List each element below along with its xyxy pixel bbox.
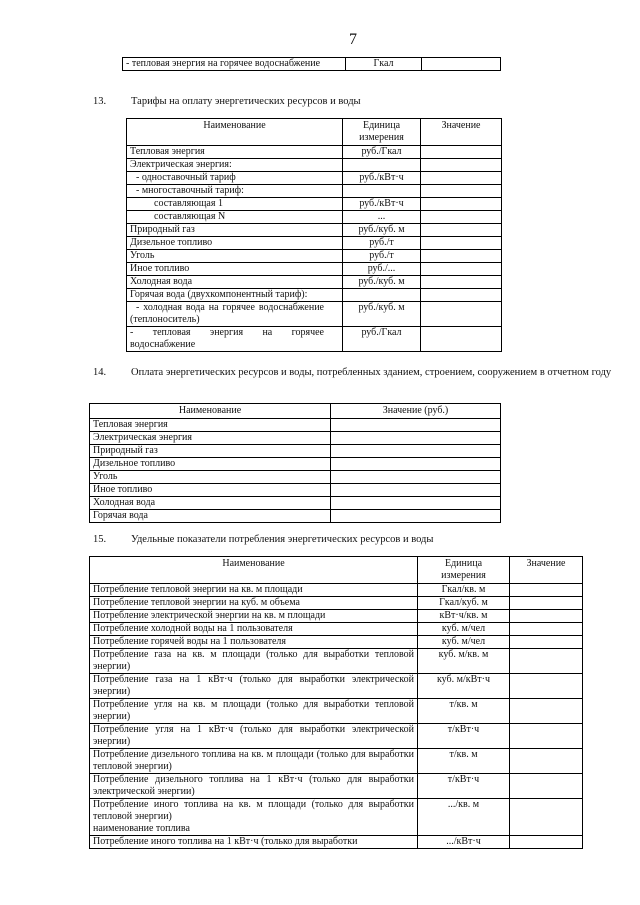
cell-unit: руб./куб. м [343, 276, 421, 289]
header-value: Значение (руб.) [331, 404, 501, 419]
cell-name [90, 445, 331, 458]
table-row [127, 327, 502, 352]
cell-name [90, 484, 331, 497]
cell-unit: куб. м/кВт·ч [418, 674, 510, 699]
cell-value [421, 289, 502, 302]
cell-name-text: Горячая вода (двухкомпонентный тариф): [130, 289, 308, 300]
cell-name [90, 774, 418, 799]
cell-value [421, 276, 502, 289]
cell-name [90, 610, 418, 623]
table-row [127, 159, 502, 172]
section-13-number: 13. [93, 96, 107, 107]
table-row [127, 276, 502, 289]
cell-name [90, 649, 418, 674]
table-row [123, 58, 501, 71]
cell-name [127, 250, 343, 263]
cell-name [90, 836, 418, 849]
continuation-table [122, 57, 501, 71]
cell-value [421, 302, 502, 327]
cell-unit: руб./кВт·ч [343, 172, 421, 185]
cell-note-text: наименование топлива [93, 823, 190, 834]
cell-name [127, 289, 343, 302]
cell-name-text: Холодная вода [130, 276, 193, 287]
cell-name [127, 172, 343, 185]
cell-unit: ... [343, 211, 421, 224]
cell-unit: т/кв. м [418, 699, 510, 724]
cell-value [421, 172, 502, 185]
cell-name-text: Потребление дизельного топлива на кв. м площади (только для выработки тепловой энергии) [93, 749, 414, 772]
cell-name [123, 58, 346, 71]
cell-value [510, 623, 583, 636]
cell-name-text: Потребление угля на кв. м площади (только для выработки тепловой энергии) [93, 699, 414, 722]
cell-name-text: Потребление дизельного топлива на 1 кВт·ч (только для выработки электрической энергии) [93, 774, 414, 797]
cell-name [127, 263, 343, 276]
table-row [90, 484, 501, 497]
cell-value [421, 211, 502, 224]
cell-unit [343, 185, 421, 198]
cell-name-text: Потребление горячей воды на 1 пользователя [93, 636, 286, 647]
cell-value [331, 419, 501, 432]
cell-value [510, 724, 583, 749]
table-row [90, 445, 501, 458]
cell-name-text: Уголь [93, 471, 118, 482]
cell-name [127, 185, 343, 198]
cell-value [510, 674, 583, 699]
cell-name-text: составляющая N [154, 211, 226, 222]
table-row [127, 237, 502, 250]
section-14-title: Оплата энергетических ресурсов и воды, потребленных зданием, строением, сооружением в отчетном году [131, 367, 612, 378]
cell-name-text: - тепловая энергия на горячее водоснабжение [126, 58, 321, 69]
cell-unit: т/кВт·ч [418, 774, 510, 799]
table-row [127, 198, 502, 211]
cell-name-text: Тепловая энергия [93, 419, 168, 430]
table-row [90, 458, 501, 471]
cell-value [331, 484, 501, 497]
table-row [127, 146, 502, 159]
cell-name-text: Природный газ [130, 224, 195, 235]
cell-name [127, 198, 343, 211]
table-header-row [90, 557, 583, 584]
cell-value [510, 774, 583, 799]
cell-name [90, 432, 331, 445]
cell-name-text: Электрическая энергия [93, 432, 193, 443]
cell-unit: кВт·ч/кв. м [418, 610, 510, 623]
cell-value [331, 471, 501, 484]
cell-name [127, 211, 343, 224]
cell-name [90, 419, 331, 432]
cell-unit: руб./... [343, 263, 421, 276]
header-name: Наименование [90, 557, 418, 584]
cell-value [421, 237, 502, 250]
cell-value [510, 610, 583, 623]
section-14-number: 14. [93, 367, 107, 378]
cell-unit: Гкал/кв. м [418, 584, 510, 597]
cell-value [510, 584, 583, 597]
header-name: Наименование [90, 404, 331, 419]
cell-value [510, 597, 583, 610]
table-row [90, 724, 583, 749]
cell-value [421, 224, 502, 237]
cell-unit [343, 289, 421, 302]
cell-unit: т/кв. м [418, 749, 510, 774]
table-row [90, 749, 583, 774]
cell-name [90, 584, 418, 597]
cell-name-text: - тепловая энергия на горячее водоснабжение [130, 327, 324, 350]
cell-value [331, 510, 501, 523]
cell-name-text: Потребление тепловой энергии на кв. м площади [93, 584, 303, 595]
cell-value [331, 432, 501, 445]
table-row [90, 649, 583, 674]
cell-name [90, 458, 331, 471]
cell-unit: руб./т [343, 237, 421, 250]
section-15-title: Удельные показатели потребления энергетических ресурсов и воды [131, 534, 434, 545]
cell-unit: руб./кВт·ч [343, 198, 421, 211]
cell-value [422, 58, 501, 71]
cell-name-text: Иное топливо [130, 263, 190, 274]
cell-name [90, 636, 418, 649]
table-row [90, 699, 583, 724]
cell-value [510, 636, 583, 649]
cell-name-text: Потребление иного топлива на кв. м площади (только для выработки тепловой энергии) [93, 799, 414, 822]
cell-unit: .../кв. м [418, 799, 510, 836]
cell-name [90, 724, 418, 749]
cell-value [510, 749, 583, 774]
cell-name [90, 497, 331, 510]
cell-value [421, 198, 502, 211]
cell-unit: руб./Гкал [343, 146, 421, 159]
table-header-row [127, 119, 502, 146]
table-row [90, 774, 583, 799]
cell-unit: куб. м/чел [418, 636, 510, 649]
cell-name-text: Горячая вода [93, 510, 148, 521]
cell-unit: руб./Гкал [343, 327, 421, 352]
table-row [90, 623, 583, 636]
tariffs-table [126, 118, 502, 352]
table-row [90, 636, 583, 649]
cell-value [510, 699, 583, 724]
cell-unit [343, 159, 421, 172]
cell-value [331, 445, 501, 458]
cell-name [127, 159, 343, 172]
cell-name [127, 302, 343, 327]
cell-name-text: Потребление иного топлива на 1 кВт·ч (только для выработки [93, 836, 358, 847]
cell-unit: руб./куб. м [343, 302, 421, 327]
cell-name-text: Природный газ [93, 445, 158, 456]
payments-table [89, 403, 501, 523]
cell-value [510, 836, 583, 849]
cell-name-text: Холодная вода [93, 497, 156, 508]
table-row [90, 471, 501, 484]
header-value: Значение [510, 557, 583, 584]
table-row [127, 289, 502, 302]
cell-name-text: Уголь [130, 250, 155, 261]
cell-name-text: Потребление холодной воды на 1 пользователя [93, 623, 293, 634]
cell-name [90, 597, 418, 610]
cell-name [127, 327, 343, 352]
table-row [127, 302, 502, 327]
page-number: 7 [349, 31, 357, 48]
cell-unit: куб. м/чел [418, 623, 510, 636]
cell-value [421, 327, 502, 352]
cell-value [510, 649, 583, 674]
table-row [90, 497, 501, 510]
cell-unit: .../кВт·ч [418, 836, 510, 849]
cell-name [90, 674, 418, 699]
cell-name [90, 471, 331, 484]
table-row [90, 432, 501, 445]
table-row [127, 211, 502, 224]
cell-unit: руб./т [343, 250, 421, 263]
cell-name [127, 276, 343, 289]
header-value: Значение [421, 119, 502, 146]
cell-name [90, 623, 418, 636]
cell-name [90, 510, 331, 523]
table-header-row [90, 404, 501, 419]
section-13-title: Тарифы на оплату энергетических ресурсов и воды [131, 96, 361, 107]
cell-name-text: Дизельное топливо [93, 458, 176, 469]
table-row [127, 250, 502, 263]
table-row [90, 584, 583, 597]
cell-name [90, 799, 418, 836]
cell-value [421, 250, 502, 263]
cell-name-text: - многоставочный тариф: [136, 185, 244, 196]
cell-unit: Гкал [346, 58, 422, 71]
cell-name-text: Потребление газа на кв. м площади (только для выработки тепловой энергии) [93, 649, 414, 672]
cell-name-text: Потребление тепловой энергии на куб. м объема [93, 597, 300, 608]
cell-name-text: Тепловая энергия [130, 146, 205, 157]
header-unit [418, 557, 510, 584]
cell-name-text: Потребление электрической энергии на кв. м площади [93, 610, 326, 621]
specific-consumption-table [89, 556, 583, 849]
table-row [127, 224, 502, 237]
cell-unit: руб./куб. м [343, 224, 421, 237]
cell-name [127, 224, 343, 237]
section-15-number: 15. [93, 534, 107, 545]
cell-name-text: Иное топливо [93, 484, 153, 495]
table-row [90, 597, 583, 610]
cell-name [90, 699, 418, 724]
header-unit-label: Единица измерения [441, 558, 486, 581]
cell-value [331, 497, 501, 510]
cell-unit: куб. м/кв. м [418, 649, 510, 674]
table-row [127, 185, 502, 198]
cell-name [127, 146, 343, 159]
cell-value [421, 159, 502, 172]
cell-name-text: - холодная вода на горячее водоснабжение (теплоноситель) [130, 302, 324, 325]
header-unit [343, 119, 421, 146]
table-row [90, 510, 501, 523]
cell-value [421, 263, 502, 276]
header-name: Наименование [127, 119, 343, 146]
cell-name-text: Электрическая энергия: [130, 159, 232, 170]
table-row [90, 419, 501, 432]
cell-name-text: Дизельное топливо [130, 237, 213, 248]
cell-unit: т/кВт·ч [418, 724, 510, 749]
cell-name-text: - одноставочный тариф [136, 172, 236, 183]
cell-value [421, 146, 502, 159]
cell-value [510, 799, 583, 836]
table-row [90, 610, 583, 623]
cell-name [90, 749, 418, 774]
table-row [127, 263, 502, 276]
cell-unit: Гкал/куб. м [418, 597, 510, 610]
cell-name-text: Потребление угля на 1 кВт·ч (только для выработки электрической энергии) [93, 724, 414, 747]
header-unit-label: Единица измерения [359, 120, 404, 143]
cell-name-text: составляющая 1 [154, 198, 223, 209]
table-row [90, 836, 583, 849]
cell-value [331, 458, 501, 471]
cell-name [127, 237, 343, 250]
cell-name-text: Потребление газа на 1 кВт·ч (только для выработки электрической энергии) [93, 674, 414, 697]
table-row [127, 172, 502, 185]
cell-value [421, 185, 502, 198]
table-row [90, 674, 583, 699]
table-row [90, 799, 583, 836]
